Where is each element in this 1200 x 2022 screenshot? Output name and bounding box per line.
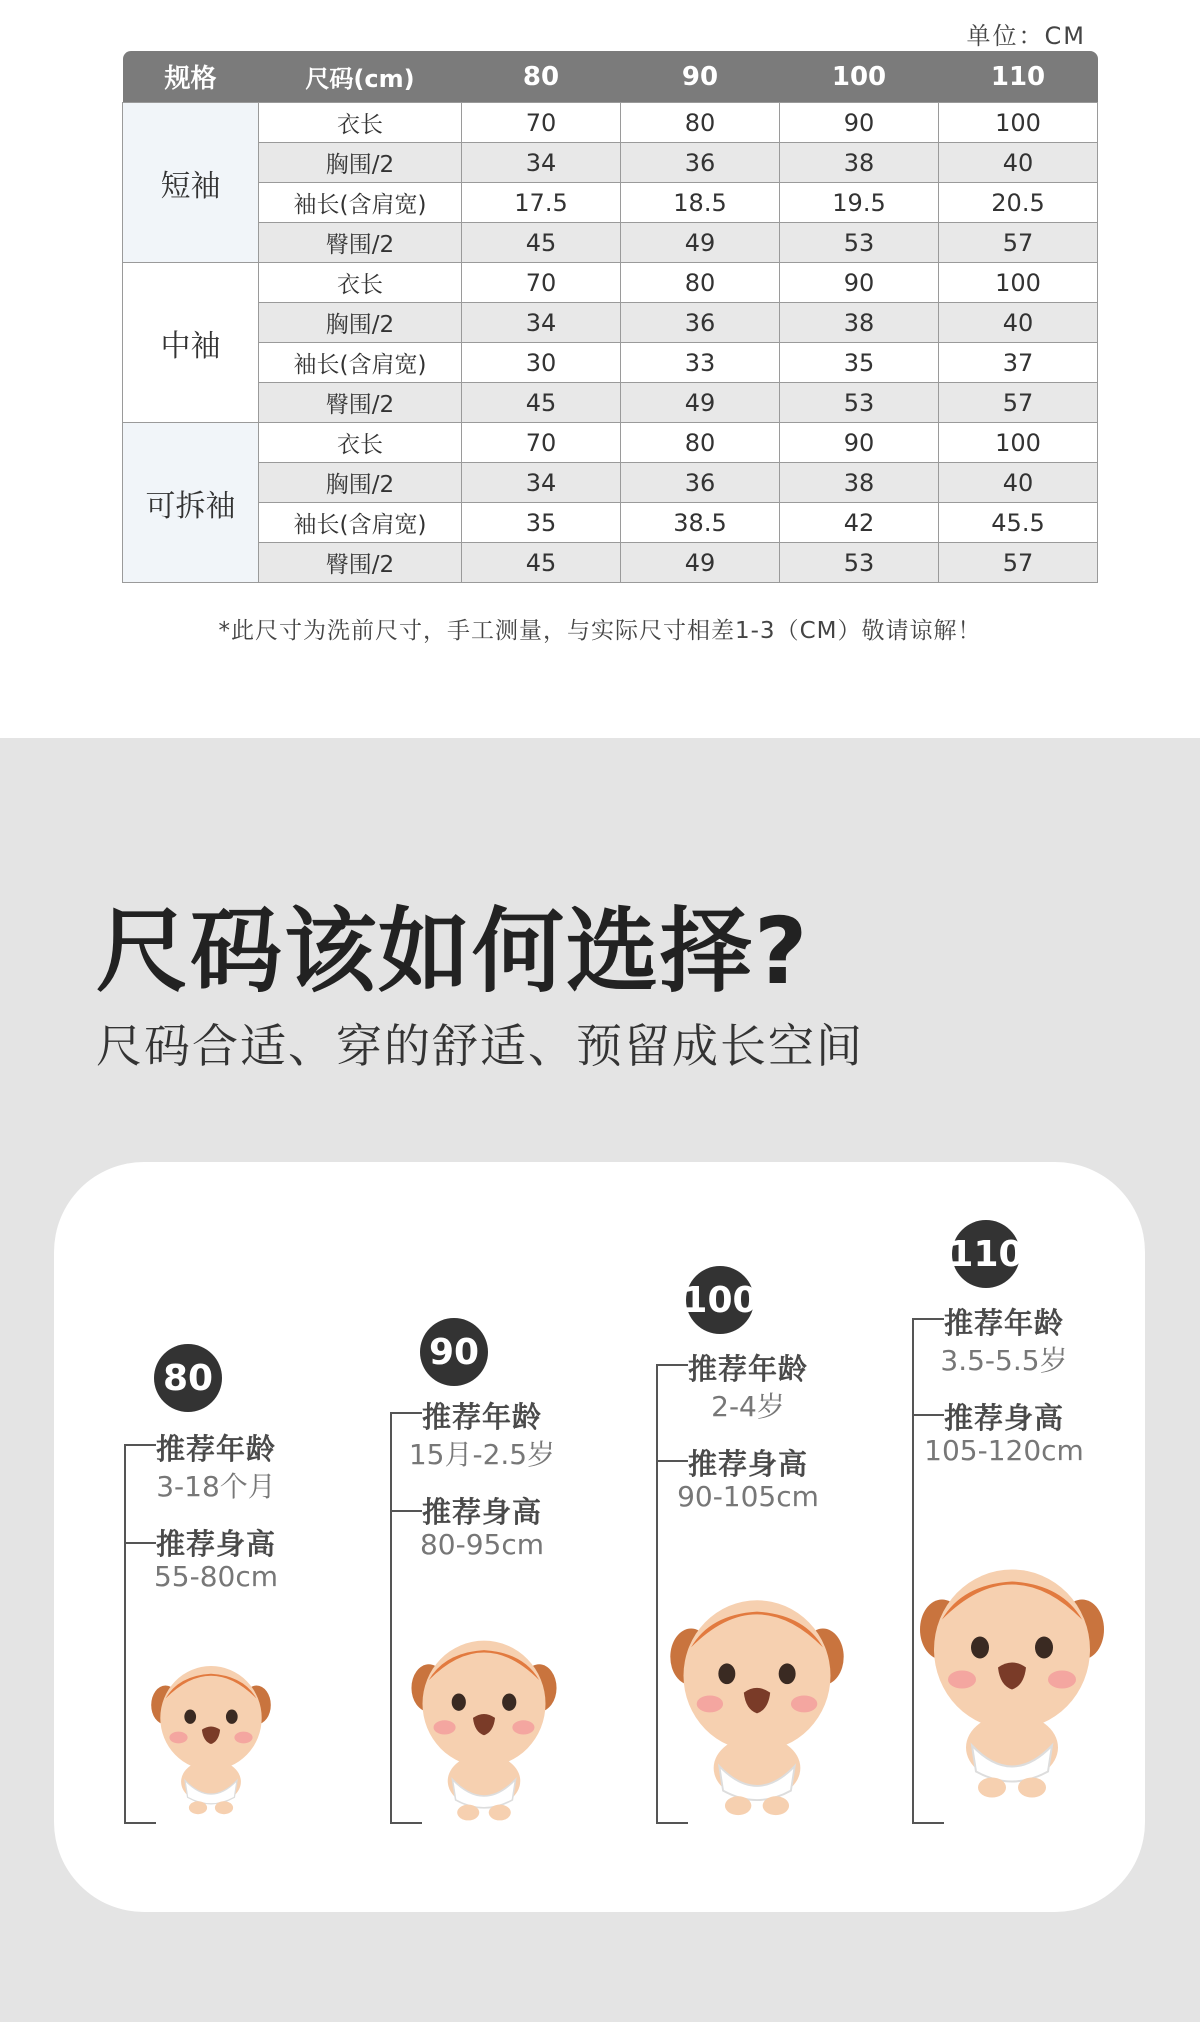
height-value-110: 105-120cm: [924, 1434, 1084, 1467]
measurement-value-cell: 57: [939, 383, 1098, 423]
measurement-value-cell: 35: [780, 343, 939, 383]
measurement-value-cell: 33: [621, 343, 780, 383]
group-detachable-sleeve: [123, 423, 1098, 583]
header-size-110: 110: [939, 51, 1098, 103]
height-label: 推荐身高: [687, 1447, 808, 1481]
age-label: 推荐年龄: [155, 1432, 276, 1466]
table-row: [123, 343, 1098, 383]
header-size-80: 80: [462, 51, 621, 103]
measurement-name-cell: 袖长(含肩宽): [259, 343, 462, 383]
table-row: [123, 423, 1098, 463]
measurement-value-cell: 70: [462, 103, 621, 143]
measurement-value-cell: 90: [780, 423, 939, 463]
mascot-figure: [151, 1666, 271, 1814]
height-value-80: 55-80cm: [153, 1560, 279, 1593]
measurement-name-cell: 臀围/2: [259, 383, 462, 423]
size-badge-110: 110: [952, 1220, 1020, 1288]
measurement-value-cell: 38: [780, 303, 939, 343]
height-value-100: 90-105cm: [677, 1480, 819, 1513]
table-row: [123, 143, 1098, 183]
measurement-value-cell: 30: [462, 343, 621, 383]
measurement-name-cell: 衣长: [259, 263, 462, 303]
measurement-value-cell: 45: [462, 223, 621, 263]
size-column-100: [616, 1162, 856, 1912]
measurement-value-cell: 42: [780, 503, 939, 543]
table-row: [123, 543, 1098, 583]
guide-subtitle: 尺码合适、穿的舒适、预留成长空间: [96, 1019, 864, 1073]
measurement-name-cell: 臀围/2: [259, 543, 462, 583]
unit-label: 单位：CM: [966, 22, 1086, 50]
height-value-90: 80-95cm: [419, 1528, 545, 1561]
size-column-80: [84, 1162, 324, 1912]
table-row: [123, 503, 1098, 543]
measurement-value-cell: 40: [939, 143, 1098, 183]
measurement-value-cell: 38.5: [621, 503, 780, 543]
measurement-value-cell: 80: [621, 103, 780, 143]
age-label: 推荐年龄: [421, 1400, 542, 1434]
age-value-110: 3.5-5.5岁: [940, 1344, 1068, 1377]
measurement-value-cell: 49: [621, 223, 780, 263]
measurement-value-cell: 40: [939, 463, 1098, 503]
measurement-name-cell: 衣长: [259, 103, 462, 143]
measurement-value-cell: 38: [780, 143, 939, 183]
size-guide-section: [0, 738, 1200, 2022]
header-size-100: 100: [780, 51, 939, 103]
measurement-value-cell: 38: [780, 463, 939, 503]
age-label: 推荐年龄: [687, 1352, 808, 1386]
measurement-name-cell: 袖长(含肩宽): [259, 503, 462, 543]
measurement-value-cell: 34: [462, 143, 621, 183]
size-badge-90: 90: [420, 1318, 488, 1386]
height-label: 推荐身高: [155, 1527, 276, 1561]
measurement-value-cell: 34: [462, 303, 621, 343]
measurement-value-cell: 100: [939, 263, 1098, 303]
group-mid-sleeve: [123, 263, 1098, 423]
size-guide-card: [54, 1162, 1145, 1912]
table-row: [123, 263, 1098, 303]
measurement-value-cell: 57: [939, 223, 1098, 263]
measurement-value-cell: 70: [462, 263, 621, 303]
table-row: [123, 463, 1098, 503]
age-value-100: 2-4岁: [711, 1390, 785, 1423]
table-row: [123, 103, 1098, 143]
measurement-value-cell: 53: [780, 223, 939, 263]
group-short-sleeve: [123, 103, 1098, 263]
mascot-80-image: [146, 1646, 276, 1816]
measurement-value-cell: 45: [462, 383, 621, 423]
height-label: 推荐身高: [943, 1401, 1064, 1435]
table-row: [123, 383, 1098, 423]
measurement-value-cell: 20.5: [939, 183, 1098, 223]
measurement-value-cell: 36: [621, 303, 780, 343]
measurement-value-cell: 90: [780, 263, 939, 303]
header-size-90: 90: [621, 51, 780, 103]
spec-name-cell: 短袖: [123, 103, 259, 263]
measurement-name-cell: 胸围/2: [259, 463, 462, 503]
measurement-value-cell: 100: [939, 423, 1098, 463]
measurement-value-cell: 18.5: [621, 183, 780, 223]
measurement-value-cell: 80: [621, 423, 780, 463]
mascot-figure: [670, 1600, 843, 1815]
spec-name-cell: 中袖: [123, 263, 259, 423]
measurement-value-cell: 45: [462, 543, 621, 583]
measurement-value-cell: 35: [462, 503, 621, 543]
guide-title: 尺码该如何选择?: [96, 898, 810, 1005]
age-label: 推荐年龄: [943, 1306, 1064, 1340]
size-badge-80: 80: [154, 1344, 222, 1412]
measurement-name-cell: 袖长(含肩宽): [259, 183, 462, 223]
size-column-110: [882, 1162, 1122, 1912]
measurement-name-cell: 胸围/2: [259, 303, 462, 343]
table-header-row: [123, 51, 1098, 103]
table-row: [123, 183, 1098, 223]
mascot-100-image: [662, 1572, 852, 1817]
header-spec: 规格: [123, 51, 259, 103]
mascot-figure: [411, 1641, 556, 1821]
measurement-value-cell: 36: [621, 463, 780, 503]
mascot-110-image: [912, 1522, 1112, 1817]
mascot-figure: [920, 1570, 1104, 1798]
measurement-name-cell: 臀围/2: [259, 223, 462, 263]
mascot-90-image: [404, 1617, 564, 1822]
spec-name-cell: 可拆袖: [123, 423, 259, 583]
measurement-value-cell: 49: [621, 543, 780, 583]
measurement-name-cell: 胸围/2: [259, 143, 462, 183]
measurement-value-cell: 90: [780, 103, 939, 143]
age-value-90: 15月-2.5岁: [408, 1438, 556, 1471]
measurement-value-cell: 70: [462, 423, 621, 463]
size-table: [122, 51, 1098, 583]
measurement-value-cell: 40: [939, 303, 1098, 343]
measurement-value-cell: 37: [939, 343, 1098, 383]
measurement-name-cell: 衣长: [259, 423, 462, 463]
height-label: 推荐身高: [421, 1495, 542, 1529]
age-value-80: 3-18个月: [156, 1470, 276, 1503]
measurement-value-cell: 19.5: [780, 183, 939, 223]
measurement-value-cell: 53: [780, 383, 939, 423]
measurement-value-cell: 34: [462, 463, 621, 503]
measurement-value-cell: 36: [621, 143, 780, 183]
size-badge-100: 100: [686, 1266, 754, 1334]
measurement-value-cell: 80: [621, 263, 780, 303]
measurement-value-cell: 17.5: [462, 183, 621, 223]
measurement-value-cell: 45.5: [939, 503, 1098, 543]
measurement-value-cell: 49: [621, 383, 780, 423]
measurement-value-cell: 57: [939, 543, 1098, 583]
size-column-90: [350, 1162, 590, 1912]
measurement-value-cell: 53: [780, 543, 939, 583]
table-row: [123, 303, 1098, 343]
measurement-value-cell: 100: [939, 103, 1098, 143]
header-size-cm: 尺码(cm): [259, 51, 462, 103]
table-row: [123, 223, 1098, 263]
size-note: *此尺寸为洗前尺寸，手工测量，与实际尺寸相差1-3（CM）敬请谅解！: [218, 618, 982, 644]
